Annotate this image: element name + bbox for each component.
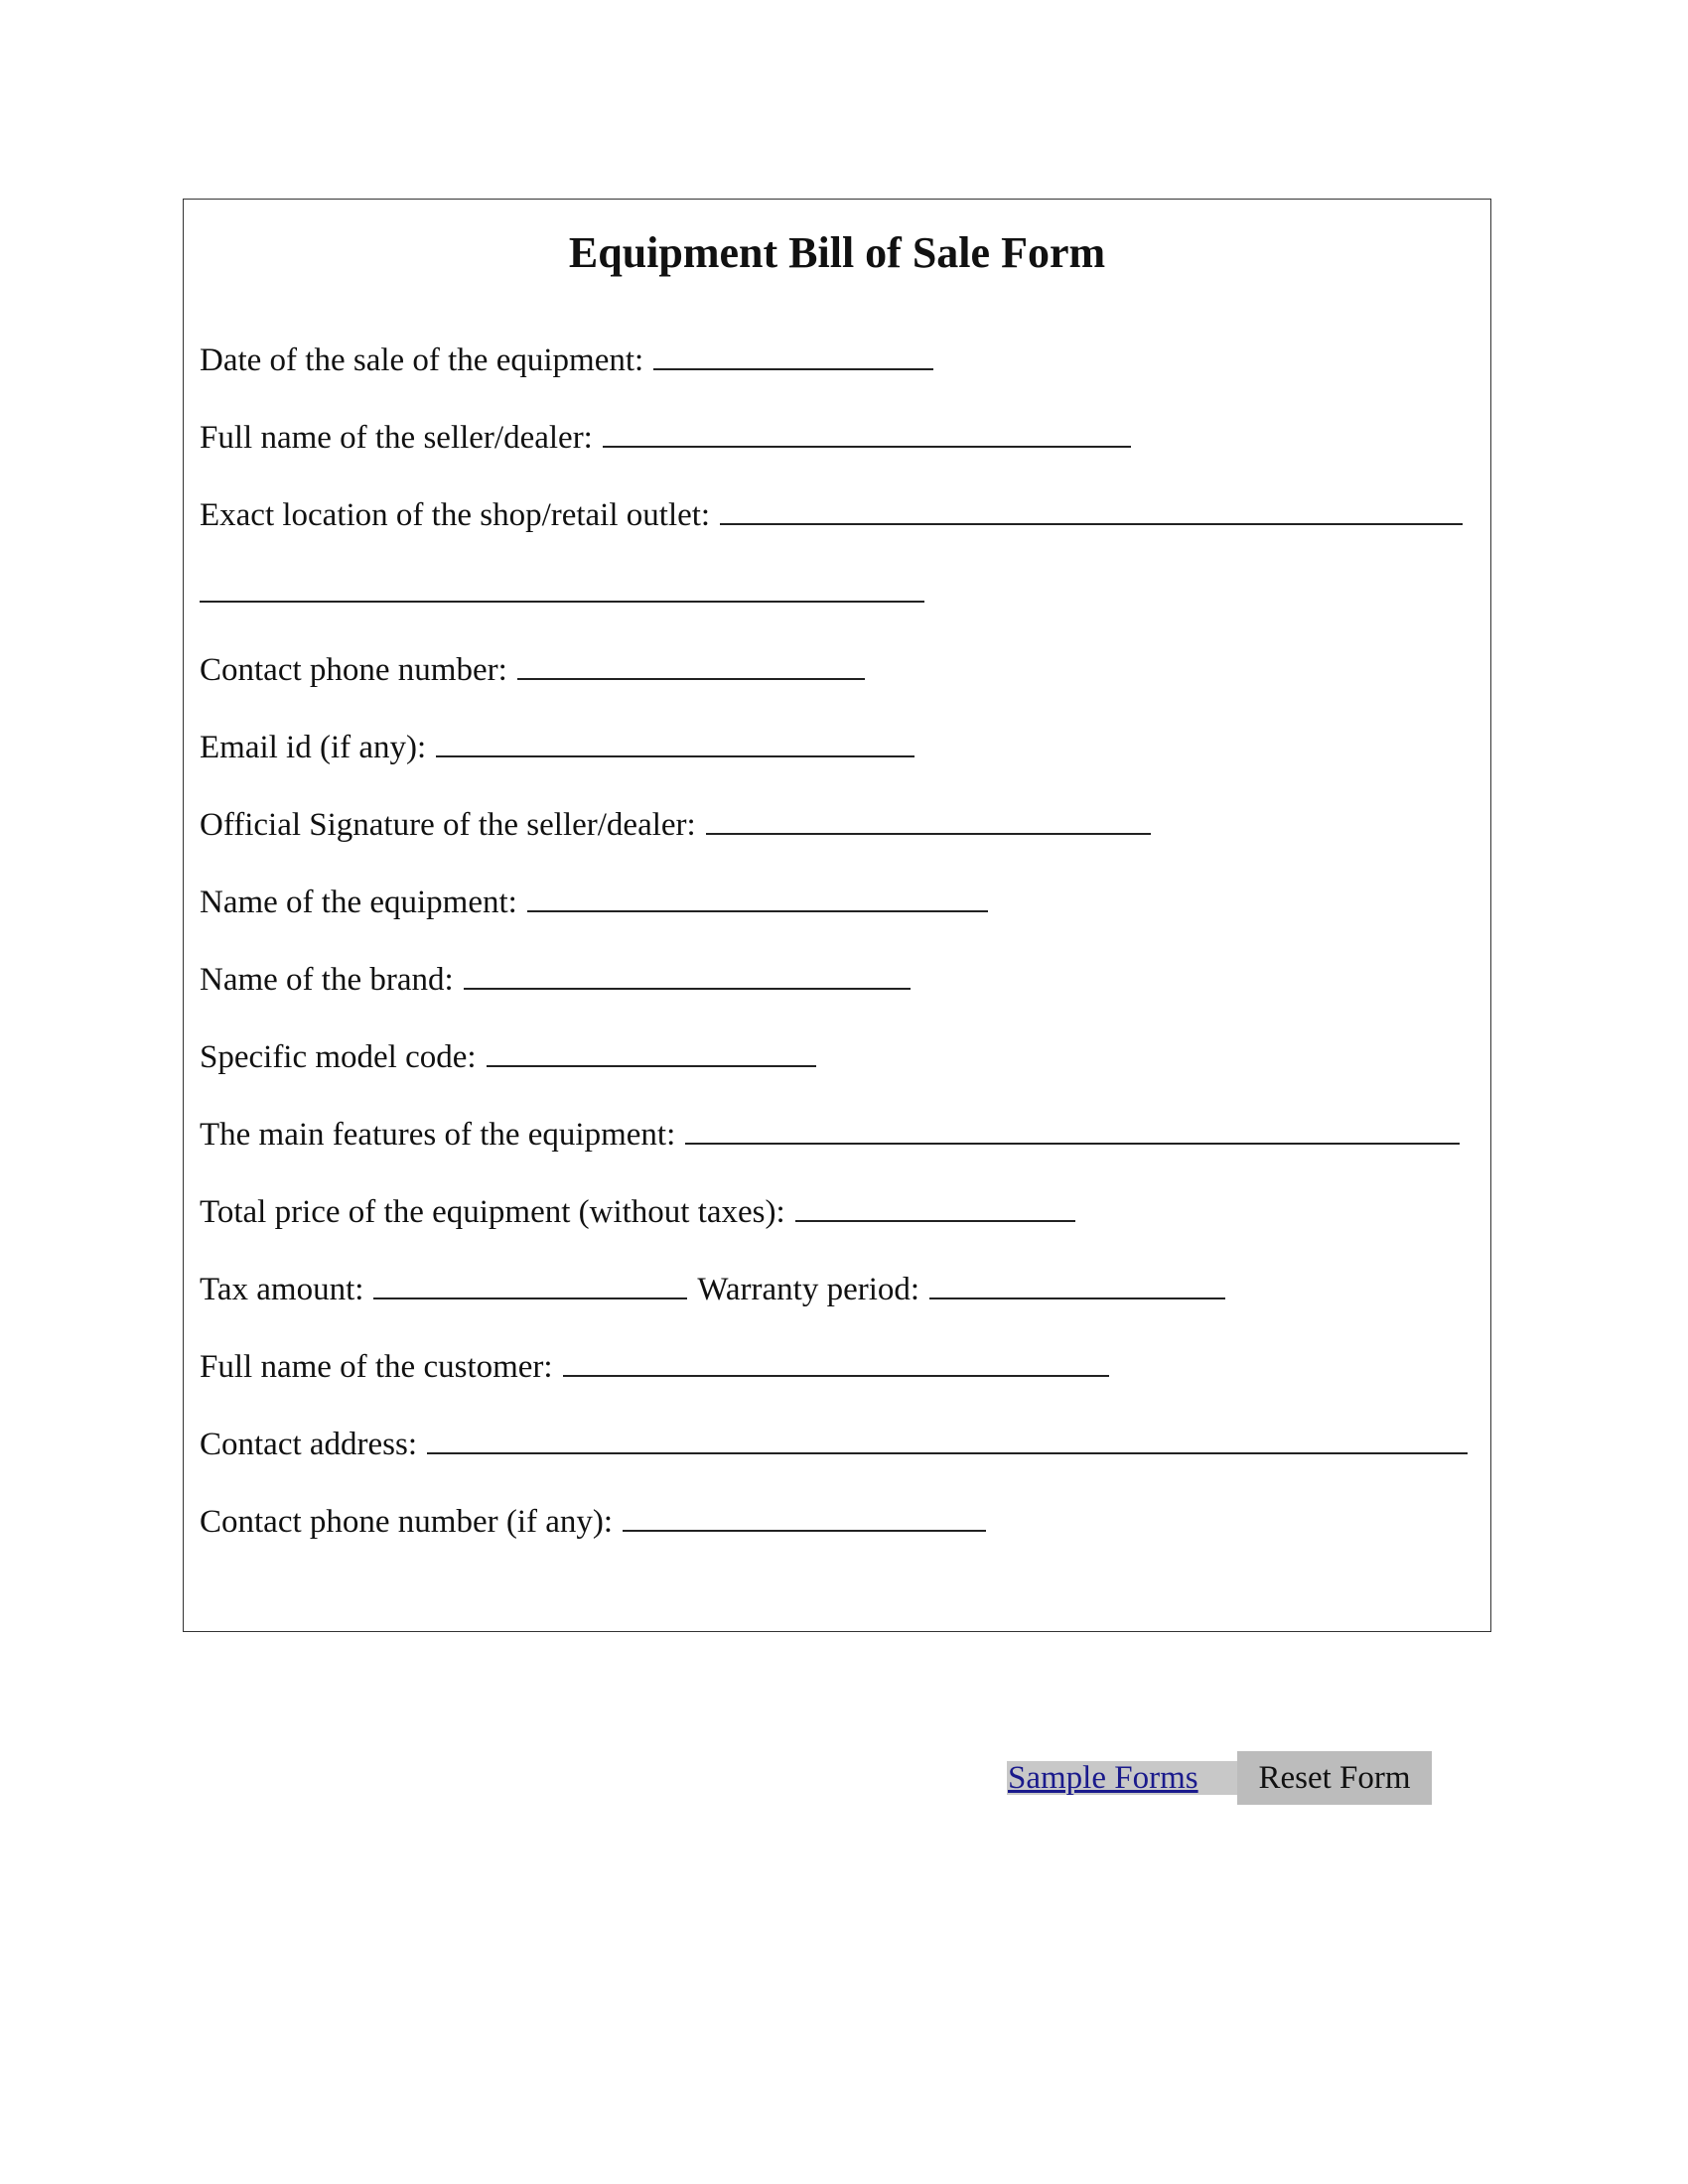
form-container bbox=[183, 199, 1491, 1632]
field-contact-address bbox=[200, 1423, 1468, 1466]
email-label: Email id (if any): bbox=[200, 730, 427, 765]
customer-phone-label: Contact phone number (if any): bbox=[200, 1504, 614, 1540]
contact-phone-label: Contact phone number: bbox=[200, 652, 507, 688]
tax-amount-blank[interactable] bbox=[373, 1272, 687, 1299]
field-seller-signature bbox=[200, 803, 1151, 847]
total-price-blank[interactable] bbox=[795, 1194, 1075, 1222]
field-brand-name bbox=[200, 958, 911, 1002]
tax-amount-label: Tax amount: bbox=[200, 1272, 364, 1307]
sale-date-blank[interactable] bbox=[653, 342, 933, 370]
contact-address-blank[interactable] bbox=[427, 1427, 1468, 1454]
contact-phone-blank[interactable] bbox=[517, 652, 865, 680]
field-customer-name bbox=[200, 1345, 1109, 1389]
field-sale-date bbox=[200, 339, 933, 382]
warranty-period-label: Warranty period: bbox=[697, 1272, 920, 1307]
model-code-blank[interactable] bbox=[487, 1039, 816, 1067]
customer-phone-blank[interactable] bbox=[623, 1504, 986, 1532]
main-features-label: The main features of the equipment: bbox=[200, 1117, 676, 1153]
warranty-period-blank[interactable] bbox=[929, 1272, 1225, 1299]
brand-name-label: Name of the brand: bbox=[200, 962, 454, 998]
shop-location-label: Exact location of the shop/retail outlet: bbox=[200, 497, 711, 533]
sample-forms-link[interactable]: Sample Forms bbox=[1007, 1761, 1238, 1795]
field-main-features bbox=[200, 1113, 1460, 1157]
seller-name-blank[interactable] bbox=[603, 420, 1131, 448]
form-title: Equipment Bill of Sale Form bbox=[568, 228, 1106, 277]
seller-name-label: Full name of the seller/dealer: bbox=[200, 420, 593, 456]
model-code-label: Specific model code: bbox=[200, 1039, 477, 1075]
seller-signature-label: Official Signature of the seller/dealer: bbox=[200, 807, 696, 843]
shop-location-blank[interactable] bbox=[720, 497, 1463, 525]
customer-name-label: Full name of the customer: bbox=[200, 1349, 553, 1385]
email-blank[interactable] bbox=[436, 730, 914, 757]
field-seller-name bbox=[200, 416, 1131, 460]
brand-name-blank[interactable] bbox=[464, 962, 911, 990]
field-customer-phone bbox=[200, 1500, 986, 1544]
field-total-price bbox=[200, 1190, 1075, 1234]
reset-form-button[interactable]: Reset Form bbox=[1237, 1751, 1432, 1805]
main-features-blank[interactable] bbox=[685, 1117, 1460, 1145]
shop-location-blank-line-2[interactable] bbox=[200, 575, 924, 603]
total-price-label: Total price of the equipment (without taxes): bbox=[200, 1194, 785, 1230]
field-tax-warranty bbox=[200, 1268, 1225, 1311]
field-model-code bbox=[200, 1035, 816, 1079]
contact-address-label: Contact address: bbox=[200, 1427, 418, 1462]
field-shop-location bbox=[200, 493, 1463, 537]
seller-signature-blank[interactable] bbox=[706, 807, 1151, 835]
field-shop-location-continued bbox=[200, 571, 924, 614]
equipment-name-blank[interactable] bbox=[527, 885, 988, 912]
customer-name-blank[interactable] bbox=[563, 1349, 1109, 1377]
field-equipment-name bbox=[200, 881, 988, 924]
field-contact-phone bbox=[200, 648, 865, 692]
sale-date-label: Date of the sale of the equipment: bbox=[200, 342, 644, 378]
equipment-name-label: Name of the equipment: bbox=[200, 885, 517, 920]
field-email bbox=[200, 726, 914, 769]
